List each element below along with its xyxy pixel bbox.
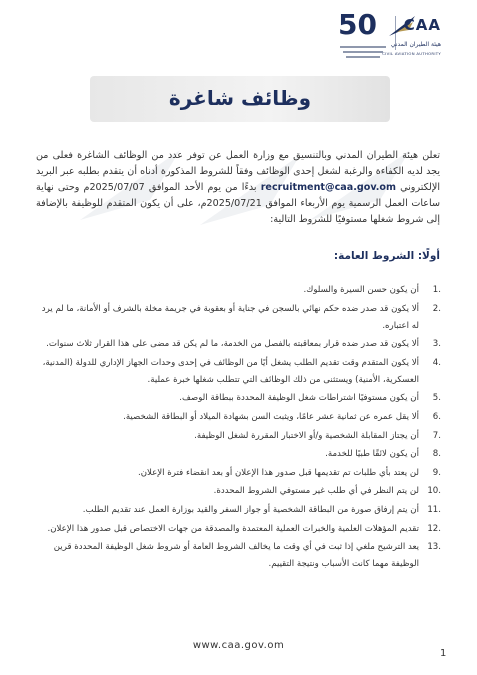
footer-website-link[interactable]: www.caa.gov.om [192,640,285,651]
item-number: 4. [432,357,441,368]
intro-paragraph [36,148,440,228]
list-item [36,301,441,335]
list-item [36,282,441,299]
caa-english-name: CIVIL AVIATION AUTHORITY [382,51,441,56]
list-item [36,446,441,463]
item-number: 2. [432,303,441,314]
list-item [36,502,441,519]
item-number: 13. [427,542,441,553]
item-text: أن يكون حسن السيرة والسلوك. [303,285,419,295]
item-number: 1. [432,285,441,295]
list-item [36,521,441,538]
item-number: 6. [432,411,441,422]
list-item [36,409,441,426]
recruitment-email-link[interactable]: recruitment@caa.gov.om [260,181,397,193]
item-number: 8. [432,449,441,460]
list-item [36,390,441,407]
item-text: أن يجتاز المقابلة الشخصية و/أو الاختبار المقررة لشغل الوظيفة. [194,430,419,441]
conditions-list [36,282,441,575]
caa-mark: CAA [403,16,441,34]
item-number: 7. [432,430,441,441]
item-text: لن يتم النظر في أي طلب غير مستوفي الشروط المحددة. [213,486,419,497]
title-banner [90,76,390,122]
list-item [36,465,441,482]
list-item [36,355,441,389]
item-number: 10. [427,486,441,497]
general-conditions-heading: أولًا: الشروط العامة: [333,250,440,262]
page-title: وظائف شاغرة [168,86,312,110]
item-text: أن يكون مستوفيًا اشتراطات شغل الوظيفة المحددة ببطاقة الوصف. [179,393,419,404]
item-text: ألا يكون قد صدر ضده حكم نهائي بالسجن في جناية أو بعقوبة في جريمة مخلة بالشرف أو الأمانة، ما لم يرد له اعتباره. [41,303,419,331]
item-text: ألا يكون قد صدر ضده قرار بمعاقبته بالفصل من الخدمة، ما لم يكن قد مضى على هذا القرار ثلاث سنوات. [46,339,419,350]
list-item [36,483,441,500]
intro-text-end: بدءًا من يوم الأحد الموافق 2025/07/07م وحتى نهاية ساعات العمل الرسمية يوم الأربعاء الموافق 2025/07/21م، على أن يكون المتقدم للوظيفة بالإضافة إلى شروط شغلها مستوفيًا للشروط التالية: [36,181,440,225]
intro-text-start: تعلن هيئة الطيران المدني وبالتنسيق مع وزارة العمل عن توفر عدد من الوظائف الشاغرة فعلى من يجد لديه الكفاءة والرغبة لشغل إحدى الوظائف وفقاً للشروط المذكورة أدناه أن يتقدم بطلبه عبر البريد الإلكتروني [36,149,440,193]
list-item [36,539,441,573]
item-text: أن يكون لائقًا طبيًا للخدمة. [325,449,419,460]
item-text: لن يعتد بأي طلبات تم تقديمها قبل صدور هذا الإعلان أو بعد انقضاء فترة الإعلان. [137,467,419,478]
page-number: 1 [440,648,447,659]
item-number: 9. [432,467,441,478]
item-text: ألا يقل عمره عن ثمانية عشر عامًا، ويثبت السن بشهادة الميلاد أو البطاقة الشخصية. [123,411,419,422]
fifty-years-number: 50 [338,8,377,41]
item-number: 12. [427,523,441,534]
caa-logo [369,14,441,64]
list-item [36,428,441,445]
item-text: يعد الترشيح ملغي إذا ثبت في أي وقت ما يخالف الشروط العامة أو شروط شغل الوظيفة المحددة قرين الوظيفة مهما كانت الأسباب ونتيجة التقييم. [53,542,419,570]
list-item [36,336,441,353]
item-text: ألا يكون المتقدم وقت تقديم الطلب يشغل أيًا من الوظائف في إحدى وحدات الجهاز الإداري للدولة (المدنية، العسكرية، الأمنية) ويستثنى من ذلك الوظائف التي تتطلب شغلها خبرة عملية. [42,357,419,385]
item-number: 11. [427,504,441,515]
item-text: أن يتم إرفاق صورة من البطاقة الشخصية أو جواز السفر والقيد بوزارة العمل عند تقديم الطلب. [82,504,419,515]
item-text: تقديم المؤهلات العلمية والخبرات العملية المعتمدة والمصدقة من جهات الاختصاص قبل صدور هذا الإعلان. [47,523,419,534]
item-number: 5. [432,393,441,404]
caa-arabic-name: هيئة الطيران المدني [390,41,441,48]
item-number: 3. [432,339,441,350]
